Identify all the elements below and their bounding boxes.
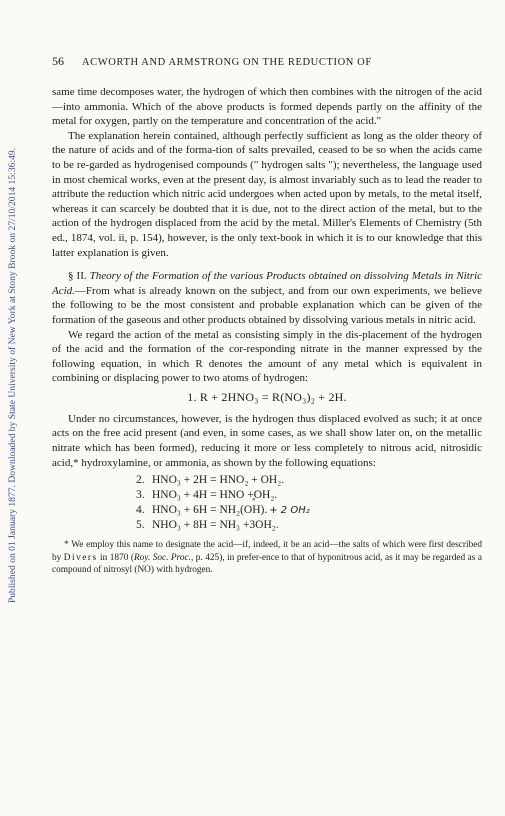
footnote-text: , p. 425), in prefer-ence to that of hyponitrous acid, as it may be regarded as a compound of nitrosyl (NO) with hydrogen. bbox=[52, 552, 482, 576]
equation-number: 5. bbox=[136, 519, 145, 532]
equation-number: 4. bbox=[136, 504, 145, 517]
equation-text: HNO₃ + 2H = HNO₂ + OH₂. bbox=[152, 474, 285, 487]
equation-number: 2. bbox=[136, 474, 145, 487]
side-stamp-text: Published on 01 January 1877. Downloaded by State University of New York at Stony Brook on 27/10/2014 15:36:49. bbox=[7, 147, 19, 603]
paragraph-4: We regard the action of the metal as consisting simply in the dis-placement of the hydrogen of the acid and the formation of the cor-responding nitrate in the manner expressed by the following equation, in which R denotes the amount of any metal which is equivalent in combining or displacing power to two atoms of hydrogen: bbox=[52, 328, 482, 385]
equation-number: 3. bbox=[136, 489, 145, 502]
equation-row bbox=[136, 503, 482, 518]
equation-text: NHO₃ + 8H = NH₃ +3OH₂. bbox=[152, 519, 279, 532]
footnote-text: in 1870 ( bbox=[97, 552, 134, 563]
section-paragraph bbox=[52, 269, 482, 327]
side-stamp bbox=[6, 30, 20, 720]
section-body: —From what is already known on the subject, and from our own experiments, we believe the following to be the most consistent and probable explanation which can be given of the formation of the gaseous and other products obtained by dissolving various metals in nitric acid. bbox=[52, 284, 482, 326]
section-number: § II. bbox=[68, 270, 90, 283]
equation-row bbox=[136, 488, 482, 503]
page-number: 56 bbox=[52, 54, 64, 68]
equation-1: 1. R + 2HNO₃ = R(NO₃)₂ + 2H. bbox=[187, 389, 347, 404]
footnote-author: Divers bbox=[63, 552, 98, 563]
footnote bbox=[52, 539, 482, 576]
equation-text: HNO₃ + 4H = HNO +̥OH₂. bbox=[152, 489, 278, 502]
equation-text: HNO₃ + 6H = NH₂(OH). bbox=[152, 504, 268, 517]
page bbox=[52, 54, 482, 586]
handwritten-annotation: + 2 OH₂ bbox=[269, 505, 310, 517]
equation-row bbox=[136, 518, 482, 533]
footnote-text: * We employ this name to designate the acid—if, indeed, it be an acid—the salts of which were first described by bbox=[52, 540, 482, 563]
footnote-reference: Roy. Soc. Proc. bbox=[133, 552, 191, 563]
section-heading: Theory of the Formation of the various Products obtained on dissolving Metals in Nitric Acid. bbox=[52, 270, 483, 297]
paragraph-1: same time decomposes water, the hydrogen of which then combines with the nitrogen of the acid—into ammonia. Which of the above products is formed depends partly on the affinity of the metal for oxygen, partly on the temperature and concentration of the acid." bbox=[52, 86, 482, 128]
equation-list bbox=[136, 473, 482, 533]
paragraph-2: The explanation herein contained, although perfectly sufficient as long as the older theory of the nature of acids and of the forma-tion of salts prevailed, ceased to be so when the acids came to be re-garded as hydrogenised compounds (" hydrogen salts "); nevertheless, the language used in most chemical works, even at the present day, is almost invariably such as to lead the reader to attribute the reduction which nitric acid undergoes when acted upon by metals, to the metal itself, whereas it can scarcely be doubted that it is due, not to the direct action of the metal, but to the action of the hydrogen displaced from the acid by the metal. Miller's Elements of Chemistry (5th ed., 1874, vol. ii, p. 154), however, is the only text-book in which it is to our knowledge that this latter explanation is given. bbox=[52, 129, 482, 259]
running-header bbox=[52, 54, 482, 69]
equation-row bbox=[136, 473, 482, 488]
running-title: ACWORTH AND ARMSTRONG ON THE REDUCTION OF bbox=[82, 57, 372, 68]
paragraph-5: Under no circumstances, however, is the hydrogen thus displaced evolved as such; it at once acts on the free acid present (and even, in some cases, as we shall show later on, on the metallic nitrate which has been formed), reducing it more or less completely to nitrous acid, nitrosidic acid,* hydroxylamine, or ammonia, as shown by the following equations: bbox=[52, 412, 482, 469]
